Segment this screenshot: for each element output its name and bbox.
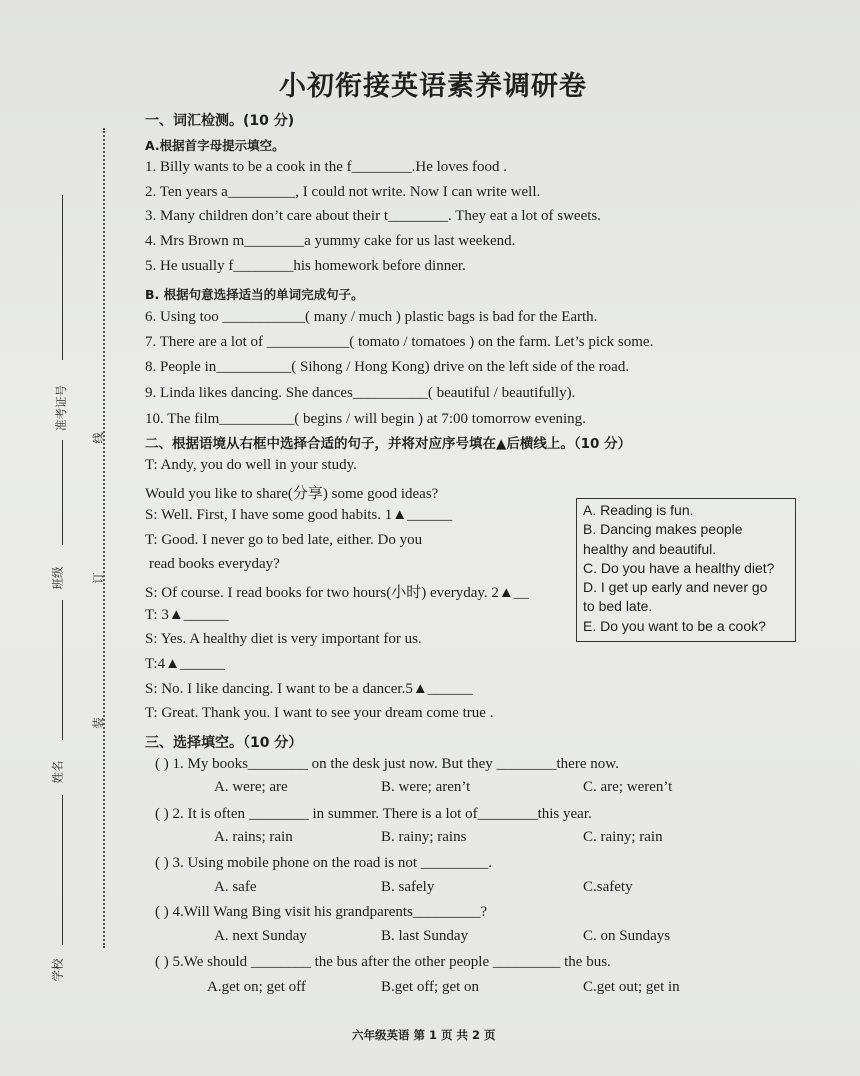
option-line: healthy and beautiful. bbox=[583, 540, 717, 557]
binding-dotted-line bbox=[103, 128, 105, 948]
mc-option-c: C. rainy; rain bbox=[583, 829, 663, 845]
dialogue-line: T: 3▲______ bbox=[145, 607, 229, 623]
mc-option-b: B. rainy; rains bbox=[381, 829, 467, 845]
section1-partA-instruction: A.根据首字母提示填空。 bbox=[145, 138, 285, 153]
mc-question-stem: ( ) 5.We should ________ the bus after the other people _________ the bus. bbox=[155, 954, 611, 970]
mc-option-a: A. were; are bbox=[214, 779, 288, 795]
section3-heading: 三、选择填空。（10 分） bbox=[145, 735, 303, 751]
dialogue-line: T: Good. I never go to bed late, either. Do you bbox=[145, 532, 423, 548]
staple-mark: 装 bbox=[90, 717, 105, 729]
dialogue-line: S: Well. First, I have some good habits. 1▲______ bbox=[145, 507, 453, 523]
mc-question-stem: ( ) 4.Will Wang Bing visit his grandparents_________? bbox=[155, 904, 488, 920]
class-line bbox=[62, 600, 63, 740]
options-box bbox=[576, 498, 796, 642]
option-line: to bed late. bbox=[583, 598, 653, 615]
dialogue-line: S: Yes. A healthy diet is very important for us. bbox=[145, 631, 422, 647]
question-5: 5. He usually f________his homework before dinner. bbox=[145, 258, 466, 274]
option-line: C. Do you have a healthy diet? bbox=[583, 559, 775, 576]
question-9: 9. Linda likes dancing. She dances__________( beautiful / beautifully). bbox=[145, 385, 576, 401]
class-label: 班级 bbox=[50, 566, 65, 590]
mc-question-stem: ( ) 1. My books________ on the desk just now. But they ________there now. bbox=[155, 756, 619, 772]
exam-no-line-lower bbox=[62, 440, 63, 545]
mc-option-a: A.get on; get off bbox=[207, 979, 306, 995]
mc-question-stem: ( ) 2. It is often ________ in summer. There is a lot of________this year. bbox=[155, 806, 592, 822]
question-6: 6. Using too ___________( many / much ) plastic bags is bad for the Earth. bbox=[145, 309, 598, 325]
question-10: 10. The film__________( begins / will begin ) at 7:00 tomorrow evening. bbox=[145, 411, 586, 427]
option-line: D. I get up early and never go bbox=[583, 579, 768, 596]
option-line: B. Dancing makes people bbox=[583, 521, 743, 538]
question-8: 8. People in__________( Sihong / Hong Kong) drive on the left side of the road. bbox=[145, 359, 630, 375]
question-2: 2. Ten years a_________, I could not write. Now I can write well. bbox=[145, 184, 541, 200]
mc-option-c: C. are; weren’t bbox=[583, 779, 673, 795]
bind-mark: 订 bbox=[90, 572, 105, 584]
dialogue-line: S: Of course. I read books for two hours(小时) everyday. 2▲__ bbox=[145, 585, 529, 601]
section1-heading: 一、词汇检测。(10 分) bbox=[145, 113, 295, 129]
question-3: 3. Many children don’t care about their t________. They eat a lot of sweets. bbox=[145, 208, 601, 224]
question-4: 4. Mrs Brown m________a yummy cake for us last weekend. bbox=[145, 233, 516, 249]
mc-question-stem: ( ) 3. Using mobile phone on the road is not _________. bbox=[155, 855, 493, 871]
name-line bbox=[62, 795, 63, 945]
section2-heading: 二、根据语境从右框中选择合适的句子，并将对应序号填在▲后横线上。（10 分） bbox=[145, 436, 632, 452]
mc-option-b: B. were; aren’t bbox=[381, 779, 471, 795]
dialogue-line: T: Great. Thank you. I want to see your dream come true . bbox=[145, 705, 494, 721]
dialogue-line: T:4▲______ bbox=[145, 656, 225, 672]
section1-partB-instruction: B. 根据句意选择适当的单词完成句子。 bbox=[145, 287, 364, 302]
school-label: 学校 bbox=[50, 958, 65, 982]
dialogue-line: S: No. I like dancing. I want to be a dancer.5▲______ bbox=[145, 681, 473, 697]
option-line: A. Reading is fun. bbox=[583, 502, 694, 518]
mc-option-c: C. on Sundays bbox=[583, 928, 671, 944]
dialogue-line: Would you like to share(分享) some good ideas? bbox=[145, 486, 439, 502]
mc-option-a: A. next Sunday bbox=[214, 928, 307, 944]
line-mark: 线 bbox=[90, 432, 105, 444]
question-7: 7. There are a lot of ___________( tomato / tomatoes ) on the farm. Let’s pick some. bbox=[145, 334, 654, 350]
dialogue-line: read books everyday? bbox=[149, 556, 280, 572]
name-label: 姓名 bbox=[50, 760, 65, 784]
mc-option-b: B.get off; get on bbox=[381, 979, 480, 995]
mc-option-b: B. safely bbox=[381, 879, 435, 895]
mc-option-c: C.safety bbox=[583, 879, 633, 895]
mc-option-a: A. safe bbox=[214, 879, 257, 895]
question-1: 1. Billy wants to be a cook in the f________.He loves food . bbox=[145, 159, 508, 175]
page-title: 小初衔接英语素养调研卷 bbox=[279, 71, 587, 101]
dialogue-line: T: Andy, you do well in your study. bbox=[145, 457, 357, 473]
mc-option-b: B. last Sunday bbox=[381, 928, 469, 944]
mc-option-a: A. rains; rain bbox=[214, 829, 293, 845]
exam-no-line bbox=[62, 195, 63, 360]
option-line: E. Do you want to be a cook? bbox=[583, 617, 766, 634]
exam-no-label: 准考证号 bbox=[54, 385, 68, 431]
mc-option-c: C.get out; get in bbox=[583, 979, 680, 995]
page-footer: 六年级英语 第 1 页 共 2 页 bbox=[352, 1028, 496, 1042]
